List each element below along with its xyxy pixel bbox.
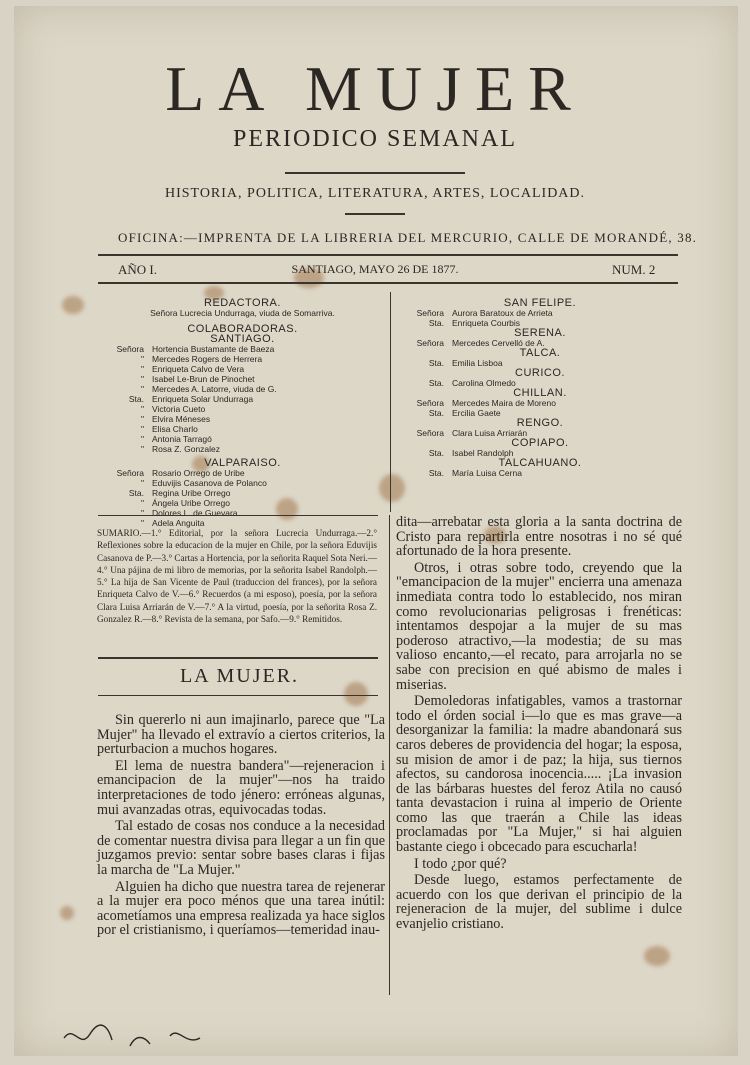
staff-member [400,468,680,478]
member-name: Mercedes Rogers de Herrera [152,354,263,364]
member-name: Victoria Cueto [152,404,206,414]
honorific: Sta. [428,468,444,478]
office-address: OFICINA:—IMPRENTA DE LA LIBRERIA DEL MERCURIO, CALLE DE MORANDÉ, 38. [118,230,698,245]
summary-top-rule [98,515,378,516]
honorific: " [140,364,144,374]
honorific: " [140,424,144,434]
honorific: " [140,404,144,414]
staff-member [400,308,680,318]
city-heading: SERENA. [514,327,566,339]
issue-year: AÑO I. [118,262,157,277]
ornament-rule [285,166,465,174]
member-name: Enriqueta Courbis [452,318,521,328]
paragraph: Sin quererlo ni aun imajinarlo, parece que "La Mujer" ha llevado el extravío a ciertos criterios, la perturbacion a muchos hogares. [97,712,385,758]
dateline-top-rule [98,254,678,256]
member-name: Aurora Baratoux de Arrieta [452,308,553,318]
city-heading: CHILLAN. [513,387,567,399]
member-name: Elisa Charlo [152,424,198,434]
paragraph: Otros, i otras sobre todo, creyendo que la "emancipacion de la mujer" encierra una amenaza inmediata contra todo lo establecido, nos miran como revolucionarias peligrosas i frenéticas: intentamos despojar a la mujer de su mas poderoso atractivo,—la modestia; de su mas valioso encanto,—el recato, para arrojarla no se sabe con precision en qué abismo de males i miserias. [396,559,682,693]
article-column-divider [389,515,390,995]
honorific: " [140,518,144,528]
staff-right-block [400,298,680,478]
paragraph: Demoledoras infatigables, vamos a trastornar todo el órden social i—lo que es mas grave—a desorganizar la familia: la madre abandonará sus caros deberes de providencia del hogar; la esposa, su mision de amor i de paz; la hija, sus tiernos afectos, su candorosa inocencia..... ¡La invasion de las bárbaras huestes del feroz Atila no causó tanta devastacion i ruina al imperio de Oriente como las que traerán a Chile las ideas proclamadas por "La Mujer," si hai alguien bastante ciego i obcecado para escucharla! [396,693,682,856]
valparaiso-list [100,468,385,528]
member-name: Isabel Randolph [452,448,514,458]
honorific: Sta. [128,488,144,498]
paragraph: I todo ¿por qué? [414,855,507,872]
honorific: " [140,434,144,444]
staff-member [100,344,385,354]
honorific: Señora [416,398,444,408]
city-heading: SAN FELIPE. [503,297,577,309]
honorific: Señora [416,428,444,438]
staff-member [400,398,680,408]
masthead-subtitle: PERIODICO SEMANAL [232,126,517,152]
member-name: Carolina Olmedo [452,378,516,388]
paragraph: El lema de nuestra bandera"—rejeneracion i emancipacion de la mujer"—nos ha traido interpretaciones de todo jénero: erróneas algunas, mui avanzadas otras, equivocadas todas. [97,757,385,818]
staff-member [100,508,385,518]
member-name: Mercedes A. Latorre, viuda de G. [152,384,277,394]
member-name: Regina Uribe Orrego [152,488,231,498]
masthead-topics: HISTORIA, POLITICA, LITERATURA, ARTES, LOCALIDAD. [164,186,586,201]
member-name: Elvira Méneses [152,414,211,424]
member-name: Isabel Le-Brun de Pinochet [152,374,255,384]
city-heading: TALCAHUANO. [498,457,582,469]
member-name: Dolores L. de Guevara [152,508,238,518]
honorific: " [140,508,144,518]
paragraph: Alguien ha dicho que nuestra tarea de rejenerar a la mujer era poco ménos que una tarea inútil: acometíamos una empresa realizada ya hace siglos por el cristianismo, i queríamos—temeridad inau- [97,878,385,939]
redactora-name: Señora Lucrecia Undurraga, viuda de Somarriva. [150,308,335,318]
dateline-bottom-rule [98,282,678,284]
member-name: Ángela Uribe Orrego [152,498,230,508]
santiago-list [100,344,385,454]
summary-text: SUMARIO.—1.° Editorial, por la señora Lucrecia Undurraga.—2.° Reflexiones sobre la educacion de la mujer en Chile, por la señora Eduvijis Casanova de P.—3.° Cartas a Hortencia, por la señorita Raquel Sota Neri.—4.° Una pájina de mi libro de memorias, por la señorita Isabel Randolph.—5.° La hija de San Vicente de Paul (traduccion del frances), por la señora Enriqueta Calvo de V.—6.° Recuerdos (a mi esposo), poesía, por la señora Clara Luisa Arriarán de V.—7.° A la virtud, poesía, por la señorita Rosa Z. Gonzalez R.—8.° Revista de la semana, por Safo.—9.° Remitidos. [97,528,377,625]
staff-member [100,384,385,394]
honorific: " [140,498,144,508]
city-heading: VALPARAISO. [204,457,281,469]
member-name: Adela Anguita [152,518,205,528]
issue-date: SANTIAGO, MAYO 26 DE 1877. [291,262,459,276]
honorific: " [140,354,144,364]
staff-member [100,434,385,444]
honorific: Señora [116,344,144,354]
city-heading: CURICO. [515,367,565,379]
honorific: " [140,478,144,488]
honorific: Señora [416,338,444,348]
honorific: " [140,414,144,424]
article-column-left [97,713,385,940]
article-title: LA MUJER. [179,665,300,687]
city-heading: TALCA. [519,347,561,359]
issue-number: NUM. 2 [612,262,656,277]
staff-member [100,414,385,424]
colaboradoras-heading: COLABORADORAS. [187,323,298,335]
staff-column-divider [390,292,391,512]
honorific: Sta. [128,394,144,404]
member-name: Antonia Tarragó [152,434,212,444]
staff-member [100,354,385,364]
honorific: " [140,374,144,384]
paragraph: Tal estado de cosas nos conduce a la necesidad de comentar nuestra divisa para llegar a un fin que juzgamos previo: sentar sobre bases claras i fijas la marcha de "La Mujer." [97,818,385,878]
member-name: Hortencia Bustamante de Baeza [152,344,275,354]
staff-member [100,374,385,384]
staff-member [100,424,385,434]
summary-bottom-rule [98,657,378,659]
member-name: Ercilia Gaete [452,408,501,418]
handwritten-mark [60,1016,240,1056]
honorific: Señora [116,468,144,478]
staff-member [100,394,385,404]
member-name: Eduvijis Casanova de Polanco [152,478,267,488]
member-name: María Luisa Cerna [452,468,522,478]
honorific: Sta. [428,408,444,418]
member-name: Rosario Orrego de Uribe [152,468,245,478]
honorific: " [140,384,144,394]
member-name: Enriqueta Solar Undurraga [152,394,254,404]
member-name: Clara Luisa Arriarán [452,428,528,438]
redactora-heading: REDACTORA. [204,297,281,309]
ornament-dash [345,213,405,215]
honorific: Sta. [428,378,444,388]
article-title-rule [98,695,378,696]
honorific: Sta. [428,448,444,458]
staff-member [100,498,385,508]
paragraph: Desde luego, estamos perfectamente de acuerdo con los que derivan el principio de la rejeneracion de la mujer, del sublime i dulce evanjelio cristiano. [396,872,682,933]
member-name: Rosa Z. Gonzalez [152,444,221,454]
staff-member [100,404,385,414]
member-name: Mercedes Cervelló de A. [452,338,545,348]
member-name: Emilia Lisboa [452,358,503,368]
honorific: Señora [416,308,444,318]
staff-left-block [100,298,385,528]
staff-member [100,488,385,498]
city-heading: SANTIAGO. [210,333,275,345]
staff-member [100,468,385,478]
staff-member [100,364,385,374]
article-column-right [396,515,682,934]
staff-member [100,444,385,454]
masthead-title: LA MUJER [165,53,585,124]
city-heading: RENGO. [516,417,564,429]
member-name: Enriqueta Calvo de Vera [152,364,245,374]
honorific: Sta. [428,358,444,368]
honorific: Sta. [428,318,444,328]
paragraph: dita—arrebatar esta gloria a la santa doctrina de Cristo para repartirla entre nosotras i no sé qué afortunado de la hora presente. [396,514,682,560]
staff-member [100,478,385,488]
city-heading: COPIAPO. [511,437,569,449]
member-name: Mercedes Maira de Moreno [452,398,556,408]
honorific: " [140,444,144,454]
